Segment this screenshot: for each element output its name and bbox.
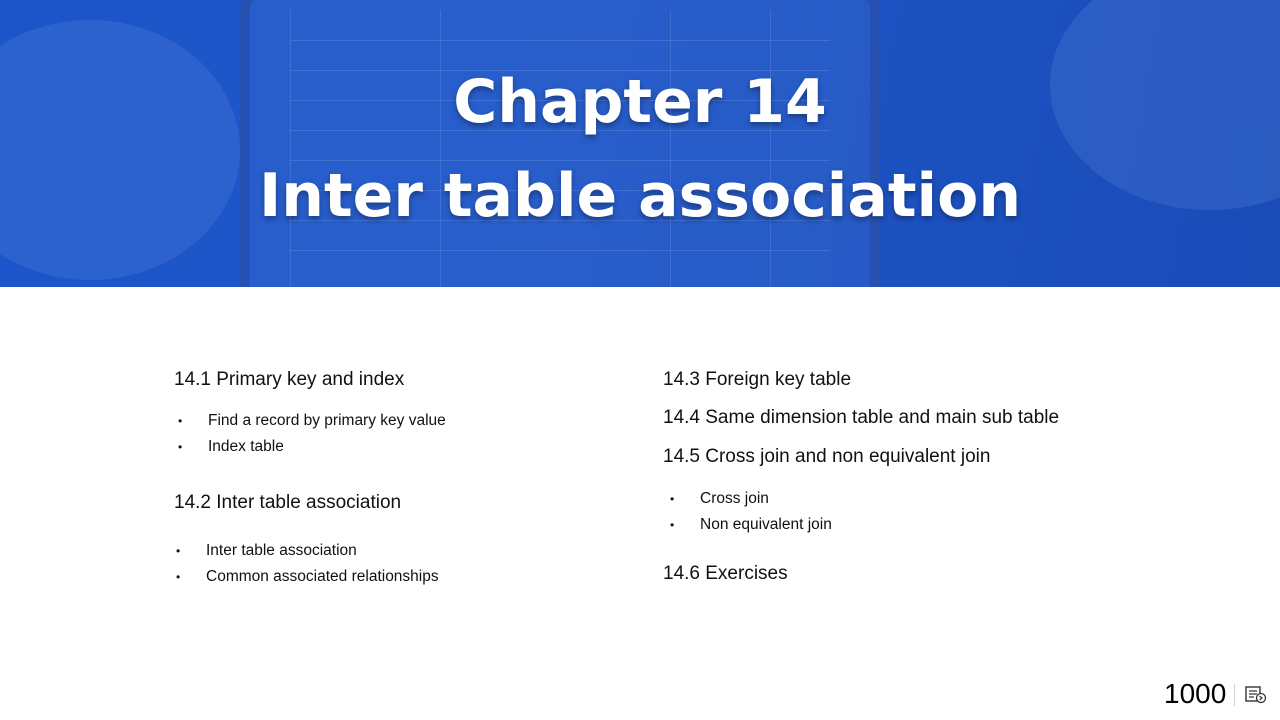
list-item-text: Non equivalent join bbox=[700, 516, 832, 533]
bullet-icon: • bbox=[176, 570, 181, 584]
section-14-2-list bbox=[176, 538, 439, 590]
list-item bbox=[176, 564, 439, 590]
section-14-5-list bbox=[670, 486, 832, 538]
section-14-6-heading: 14.6 Exercises bbox=[663, 563, 788, 584]
section-14-4-heading: 14.4 Same dimension table and main sub table bbox=[663, 407, 1060, 428]
section-14-1-list bbox=[178, 408, 446, 460]
footer-divider bbox=[1234, 684, 1235, 706]
section-14-3-heading: 14.3 Foreign key table bbox=[663, 369, 852, 390]
list-item-text: Find a record by primary key value bbox=[208, 412, 446, 429]
header-banner bbox=[0, 0, 1280, 287]
list-item bbox=[178, 408, 446, 434]
background-blur bbox=[0, 20, 240, 280]
slide-navigation-icon[interactable] bbox=[1245, 686, 1267, 704]
chapter-subtitle: Inter table association bbox=[258, 161, 1022, 231]
section-14-1-heading: 14.1 Primary key and index bbox=[174, 369, 405, 390]
bullet-icon: • bbox=[178, 440, 183, 454]
bullet-icon: • bbox=[670, 492, 675, 506]
section-14-2-heading: 14.2 Inter table association bbox=[174, 492, 402, 513]
bullet-icon: • bbox=[670, 518, 675, 532]
chapter-title: Chapter 14 bbox=[453, 67, 827, 137]
list-item bbox=[670, 512, 832, 538]
list-item-text: Index table bbox=[208, 438, 284, 455]
page-number: 1000 bbox=[1164, 678, 1227, 709]
list-item bbox=[670, 486, 832, 512]
list-item-text: Common associated relationships bbox=[206, 568, 439, 585]
bullet-icon: • bbox=[178, 414, 183, 428]
list-item bbox=[176, 538, 439, 564]
bullet-icon: • bbox=[176, 544, 181, 558]
background-laptop-image bbox=[240, 0, 880, 287]
list-item-text: Cross join bbox=[700, 490, 769, 507]
list-item bbox=[178, 434, 446, 460]
list-item-text: Inter table association bbox=[206, 542, 357, 559]
section-14-5-heading: 14.5 Cross join and non equivalent join bbox=[663, 446, 991, 467]
